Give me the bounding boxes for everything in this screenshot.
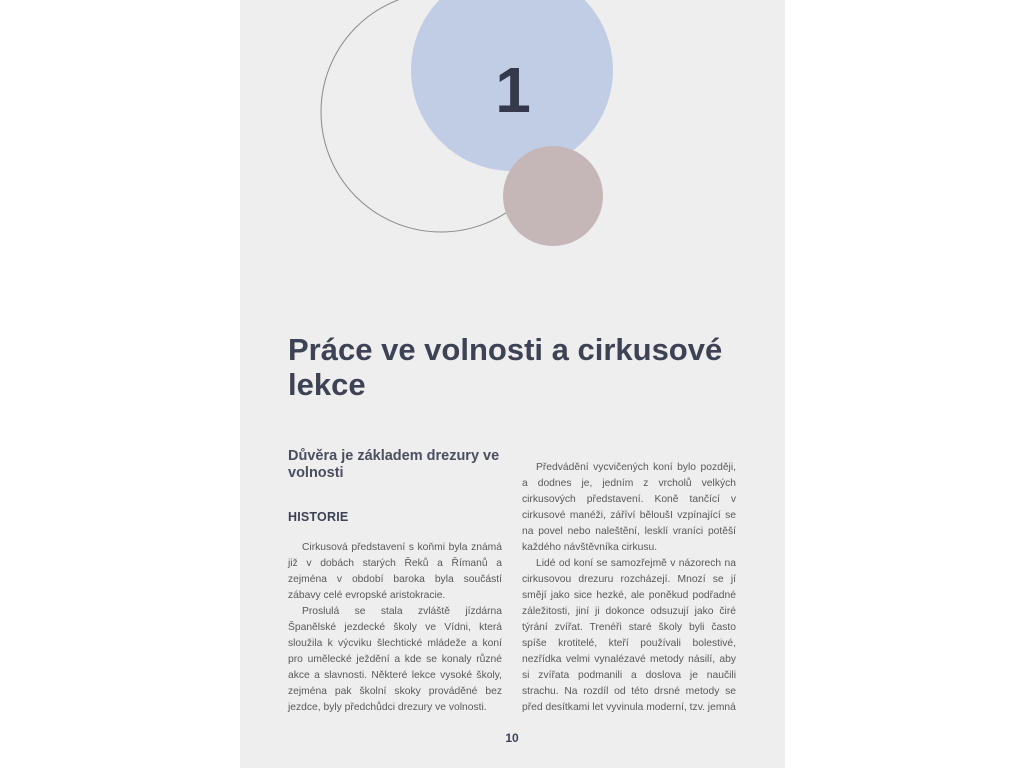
right-column — [522, 460, 736, 716]
mauve-circle — [503, 146, 603, 246]
paragraph: Předvádění vycvičených koní bylo později, a dodnes je, jedním z vrcholů velkých cirkusových představení. Koně tančící v cirkusové manéži, záříví běloušI vzpínající se na povel nebo naleštění, lesklí vraníci potěší každého návštěvníka cirkusu. — [522, 462, 736, 553]
paragraph: Lidé od koní se samozřejmě v názorech na cirkusovou drezuru rozcházejí. Mnozí se jí smějí jako sice hezké, ale poněkud podřadné záležitosti, jiní ji dokonce odsuzují jako čiré týrání zvířat. Trenéři staré školy byli často spíše krotitelé, kteří používali bolestivé, nezřídka velmi vynalézavé metody násilí, aby si zvířata podmanili a doslova je naučili strachu. Na rozdíl od této drsné metody se před desítkami let vyvinula moderní, tzv. jemná — [522, 558, 736, 713]
left-column — [288, 448, 502, 716]
paragraph: Cirkusová představení s koňmi byla známá již v dobách starých Řeků a Římanů a zejména v období baroka byla součástí zábavy celé evropské aristokracie. — [288, 542, 502, 601]
section-heading: HISTORIE — [288, 510, 349, 524]
section-subtitle: Důvěra je základem drezury ve volnosti — [288, 448, 500, 481]
chapter-title: Práce ve volnosti a cirkusové lekce — [288, 332, 723, 402]
page-number: 10 — [505, 731, 519, 745]
paragraph: Proslulá se stala zvláště jízdárna Španělské jezdecké školy ve Vídni, která sloužila k výcviku šlechtické mládeže a koní pro umělecké ježdění a kde se konaly různé akce a slavnosti. Některé lekce vysoké školy, zejména pak školní skoky prováděné bez jezdce, byly předchůdci drezury ve volnosti. — [288, 606, 502, 713]
chapter-number: 1 — [495, 54, 531, 126]
